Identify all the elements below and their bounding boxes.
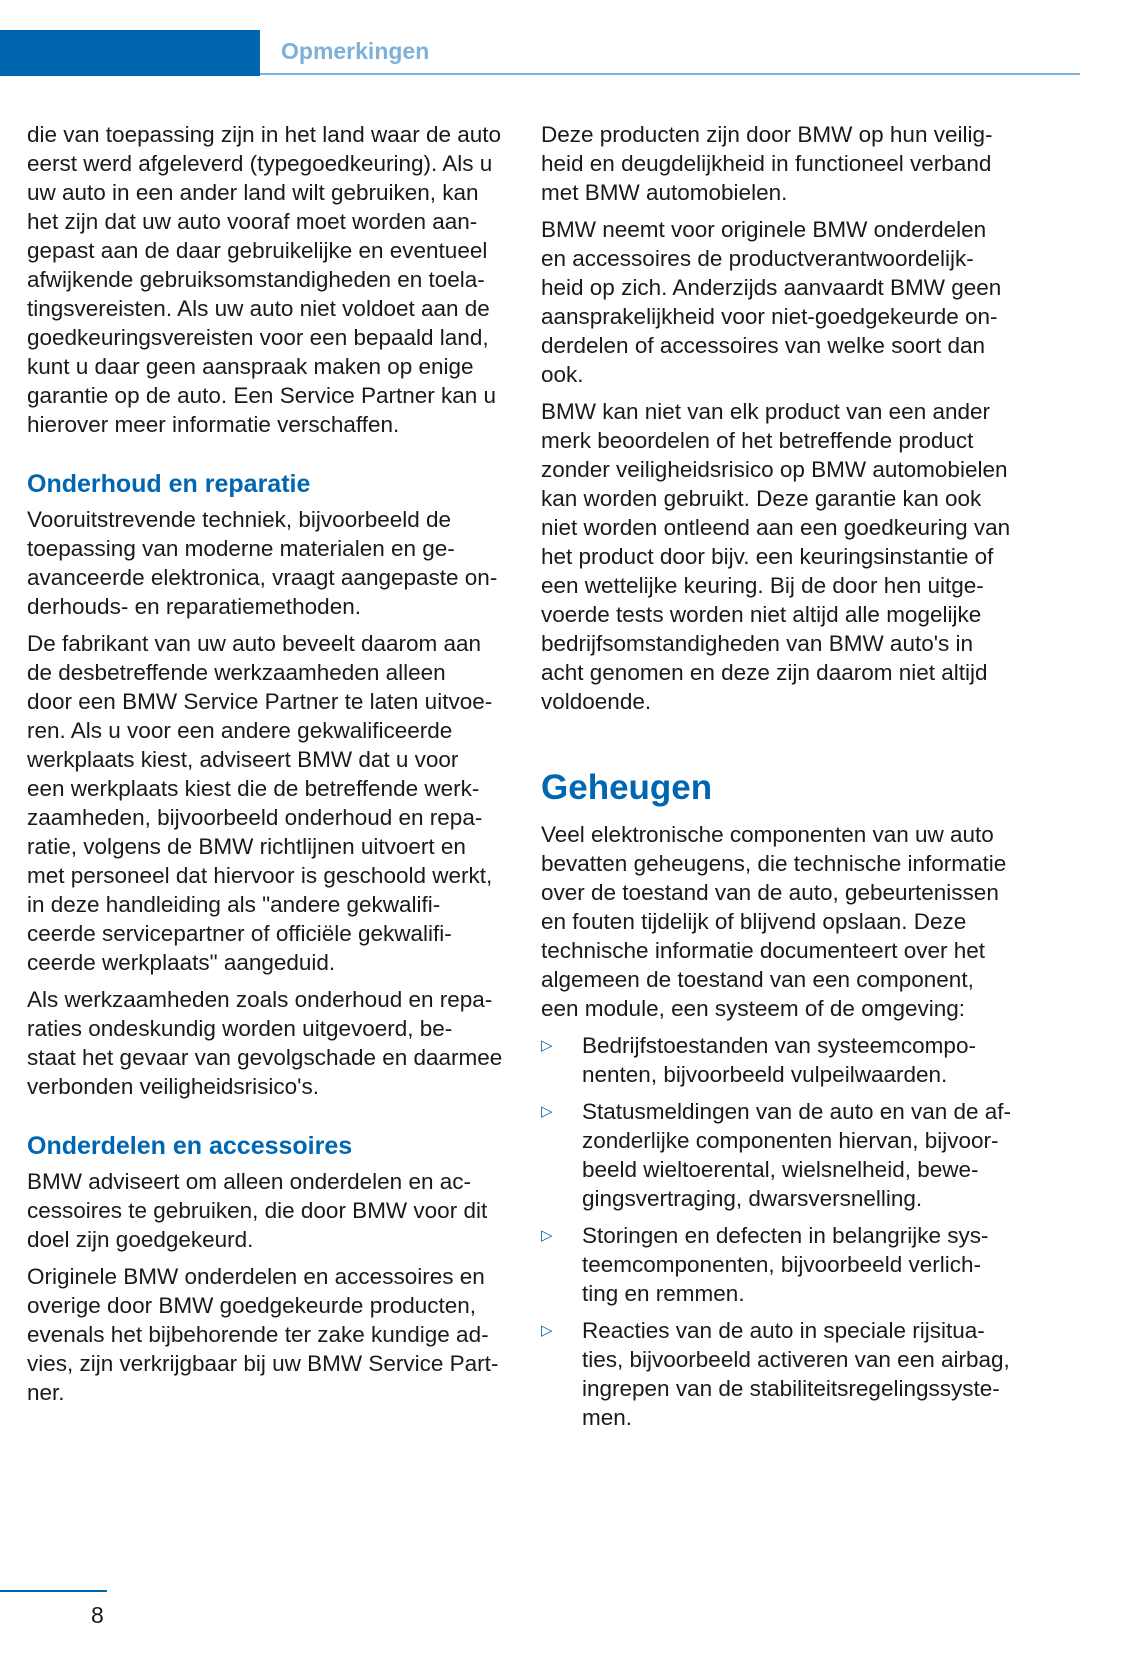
- paragraph: De fabrikant van uw auto beveelt daarom aan de desbetreffende werkzaamheden alleen door een BMW Service Partner te laten uitvoe- ren. Als u voor een andere gekwalificeerde werkplaats kiest, adviseert BMW dat u voor een werkplaats kiest die de betreffende werk- zaamheden, bijvoorbeeld onderhoud en repa- ratie, volgens de BMW richtlijnen uitvoert en met personeel dat hiervoor is geschoold werkt, in deze handleiding als "andere gekwalifi- ceerde servicepartner of officiële gekwalifi- ceerde werkplaats" aangeduid.: [27, 631, 493, 975]
- paragraph: BMW neemt voor originele BMW onderdelen en accessoires de productverantwoordelijk- heid op zich. Anderzijds aanvaardt BMW geen aansprakelijkheid voor niet-goedgekeurde on- derdelen of accessoires van welke soort dan ook.: [541, 217, 1002, 387]
- paragraph: Originele BMW onderdelen en accessoires en overige door BMW goedgekeurde producten, evenals het bijbehorende ter zake kundige ad- vies, zijn verkrijgbaar bij uw BMW Service Part- ner.: [27, 1264, 499, 1405]
- footer-rule: [0, 1590, 107, 1592]
- list-item: [541, 1097, 1051, 1213]
- paragraph: Deze producten zijn door BMW op hun veilig- heid en deugdelijkheid in functioneel verband met BMW automobielen.: [541, 122, 993, 205]
- header-bar: [0, 30, 260, 76]
- paragraph: die van toepassing zijn in het land waar de auto eerst werd afgeleverd (typegoedkeuring). Als u uw auto in een ander land wilt gebruiken, kan het zijn dat uw auto vooraf moet worden aan- gepast aan de daar gebruikelijke en eventueel afwijkende gebruiksomstandigheden en toela- tingsvereisten. Als uw auto niet voldoet aan de goedkeuringsvereisten voor een bepaald land, kunt u daar geen aanspraak maken op enige garantie op de auto. Een Service Partner kan u hierover meer informatie verschaffen.: [27, 122, 502, 437]
- triangle-bullet-icon: ▷: [541, 1227, 553, 1244]
- left-column: [27, 120, 517, 1415]
- paragraph: BMW kan niet van elk product van een ander merk beoordelen of het betreffende product zonder veiligheidsrisico op BMW automobielen kan worden gebruikt. Deze garantie kan ook niet worden ontleend aan een goedkeuring van het product door bijv. een keuringsinstantie of een wettelijke keuring. Bij de door hen uitge- voerde tests worden niet altijd alle mogelijke bedrijfsomstandigheden van BMW auto's in acht genomen en deze zijn daarom niet altijd voldoende.: [541, 399, 1011, 714]
- heading-geheugen: Geheugen: [541, 768, 713, 807]
- paragraph: BMW adviseert om alleen onderdelen en ac- cessoires te gebruiken, die door BMW voor dit doel zijn goedgekeurd.: [27, 1169, 488, 1252]
- triangle-bullet-icon: ▷: [541, 1322, 553, 1339]
- triangle-bullet-icon: ▷: [541, 1037, 553, 1054]
- page-number: 8: [91, 1602, 104, 1628]
- header-rule: [260, 73, 1080, 75]
- paragraph: Als werkzaamheden zoals onderhoud en repa- raties ondeskundig worden uitgevoerd, be- staat het gevaar van gevolgschade en daarmee verbonden veiligheidsrisico's.: [27, 987, 503, 1099]
- list-item: [541, 1031, 1051, 1089]
- list-item: [541, 1221, 1051, 1308]
- list-item-text: Bedrijfstoestanden van systeemcompo- nenten, bijvoorbeeld vulpeilwaarden.: [582, 1033, 976, 1087]
- list-item: [541, 1316, 1051, 1432]
- section-title: Opmerkingen: [281, 38, 430, 64]
- list-item-text: Reacties van de auto in speciale rijsitua- ties, bijvoorbeeld activeren van een airbag, ingrepen van de stabiliteitsregelingssyste- men.: [582, 1318, 1010, 1430]
- right-column: [541, 120, 1051, 1440]
- list-item-text: Statusmeldingen van de auto en van de af- zonderlijke componenten hiervan, bijvoor- beeld wieltoerental, wielsnelheid, bewe- gingsvertraging, dwarsversnelling.: [582, 1099, 1012, 1211]
- paragraph: Veel elektronische componenten van uw auto bevatten geheugens, die technische informatie over de toestand van de auto, gebeurtenissen en fouten tijdelijk of blijvend opslaan. Deze technische informatie documenteert over het algemeen de toestand van een component, een module, een systeem of de omgeving:: [541, 822, 1007, 1021]
- triangle-bullet-icon: ▷: [541, 1103, 553, 1120]
- list-item-text: Storingen en defecten in belangrijke sys- teemcomponenten, bijvoorbeeld verlich- ting en remmen.: [582, 1223, 989, 1306]
- heading-onderdelen: Onderdelen en accessoires: [27, 1132, 353, 1160]
- paragraph: Vooruitstrevende techniek, bijvoorbeeld de toepassing van moderne materialen en ge- avanceerde elektronica, vraagt aangepaste on- derhouds- en reparatiemethoden.: [27, 507, 498, 619]
- bullet-list: [541, 1031, 1051, 1432]
- heading-onderhoud: Onderhoud en reparatie: [27, 470, 311, 498]
